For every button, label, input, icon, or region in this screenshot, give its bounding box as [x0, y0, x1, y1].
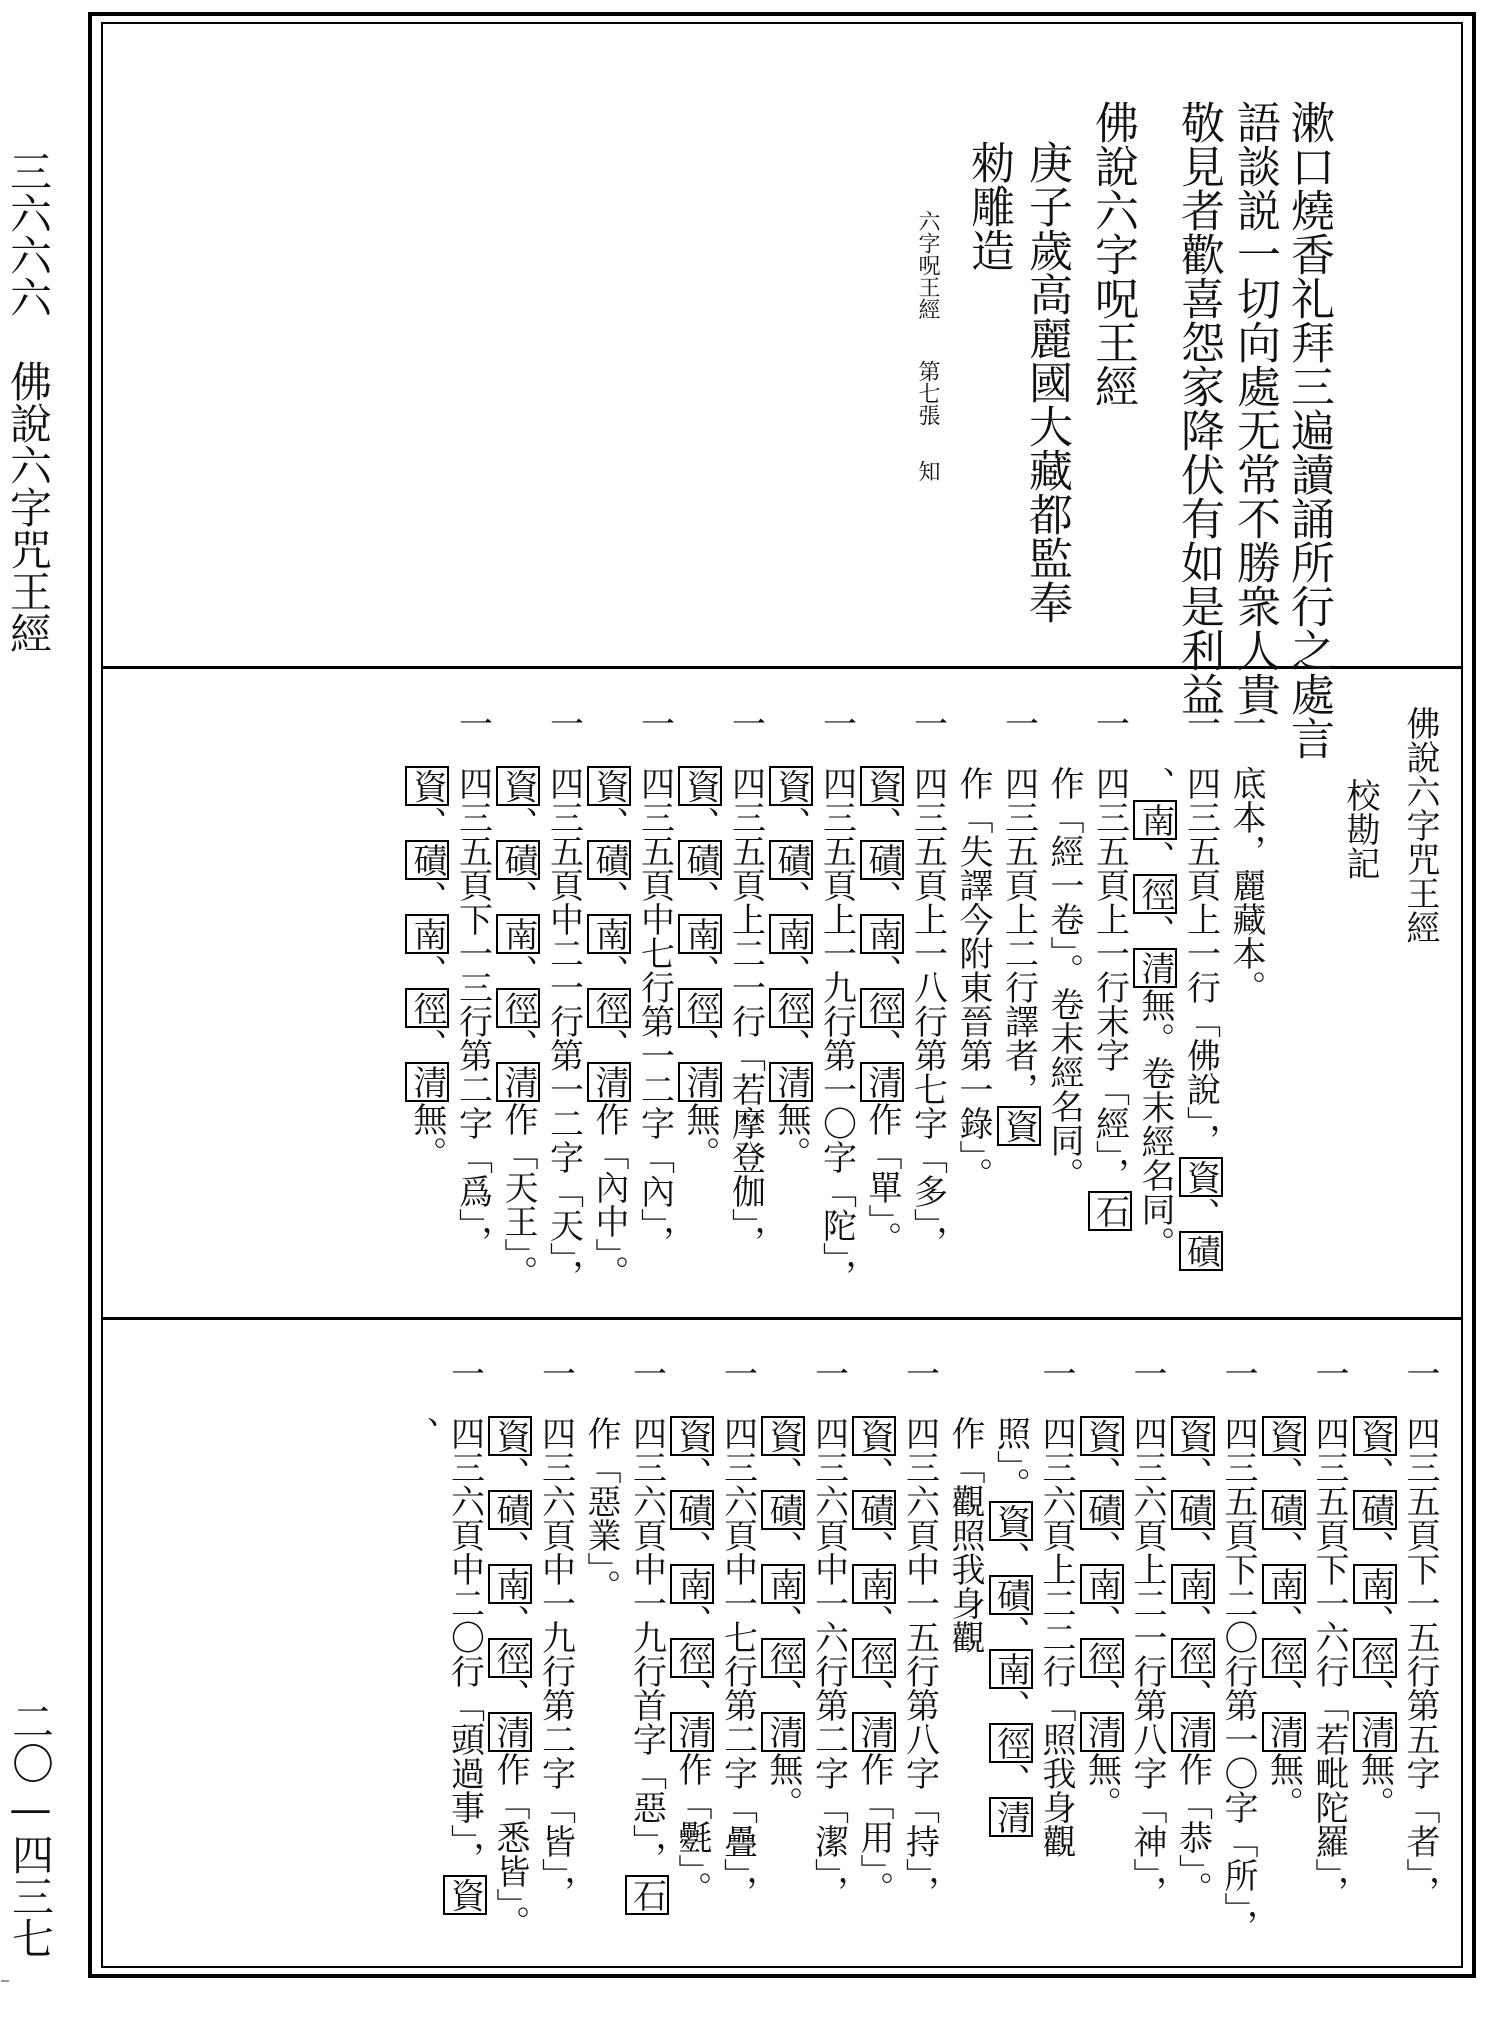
collation-text: 作「單」。 [862, 1102, 902, 1255]
collation-entry [635, 766, 675, 1259]
collation-text: 、 [498, 806, 538, 840]
source-siglum: 清 [405, 1062, 449, 1102]
collation-text: 、 [498, 1028, 538, 1062]
collation-text: 、 [490, 1530, 530, 1564]
collation-entry [544, 766, 584, 1293]
source-siglum: 磧 [989, 1575, 1033, 1615]
collation-text: 無。 [1081, 1752, 1122, 1820]
collation-text: 作「失譯今附東晉第一錄」。 [953, 766, 993, 1191]
collation-text: 四三五頁上一八行第七字「多」， [907, 766, 948, 1259]
collation-text: 、 [498, 954, 538, 988]
collation-entry [1127, 1416, 1167, 1909]
collation-text: 、 [490, 1456, 530, 1490]
collation-text: 、 [862, 880, 902, 914]
collation-entry-cont [589, 766, 629, 1289]
source-siglum: 資 [769, 766, 813, 806]
collation-text: 、 [399, 1416, 439, 1450]
collation-bullet: 一 [1309, 1356, 1349, 1390]
source-siglum: 南 [587, 914, 631, 954]
source-siglum: 南 [1171, 1564, 1215, 1604]
collation-text: 、 [1172, 1604, 1213, 1638]
source-siglum: 資 [1353, 1416, 1397, 1456]
collation-bullet: 一 [1127, 1356, 1167, 1390]
collation-entry [817, 766, 857, 1293]
source-siglum: 清 [1171, 1712, 1215, 1752]
collation-entry-cont [1355, 1416, 1395, 1820]
source-siglum: 磧 [860, 840, 904, 880]
collation-text: 、 [589, 1028, 629, 1062]
collation-text: 四三六頁中一七行第二字「疊」， [717, 1416, 758, 1909]
margin-page-number: 二〇—四三七 [6, 1700, 55, 1959]
source-siglum: 資 [443, 1875, 487, 1915]
source-siglum: 徑 [587, 988, 631, 1028]
source-siglum: 資 [488, 1416, 532, 1456]
source-siglum: 清 [496, 1062, 540, 1102]
collation-text: 作「悉皆」。 [490, 1752, 530, 1939]
collation-text: 、 [407, 806, 447, 840]
source-siglum: 資 [997, 1106, 1041, 1146]
collation-text: 、 [1263, 1530, 1304, 1564]
margin-title: 三六六六 佛說六字咒王經 [4, 150, 53, 654]
collation-bullet: 一 [1226, 706, 1266, 740]
collation-text: 、 [1172, 1456, 1213, 1490]
collation-text: 四三五頁上一行末字「經」， [1089, 766, 1130, 1191]
collation-text: 無。 [771, 1102, 811, 1170]
source-siglum: 資 [678, 766, 722, 806]
source-siglum: 資 [860, 766, 904, 806]
collation-text: 作「惡業」。 [581, 1416, 621, 1603]
collation-title: 佛說六字咒王經 [1400, 706, 1440, 944]
collation-text: 、 [490, 1678, 530, 1712]
collation-text: 、 [672, 1678, 712, 1712]
source-siglum: 南 [1080, 1564, 1124, 1604]
source-siglum: 清 [1262, 1712, 1306, 1752]
collation-text: 、 [1135, 766, 1175, 800]
collation-text: 四三六頁上二二行「照我身觀 [1036, 1416, 1076, 1858]
collation-text: 四三五頁上二一行「若摩登伽」， [725, 766, 766, 1259]
collation-text: 、 [680, 806, 720, 840]
source-siglum: 磧 [496, 840, 540, 880]
source-siglum: 徑 [860, 988, 904, 1028]
collation-text: 照」。 [990, 1416, 1031, 1501]
source-siglum: 清 [1353, 1712, 1397, 1752]
collation-entry [1218, 1416, 1258, 1943]
collation-entry-cont [498, 766, 538, 1289]
collation-entry-cont [854, 1416, 894, 1905]
source-siglum: 徑 [1171, 1638, 1215, 1678]
collation-entry-cont [763, 1416, 803, 1820]
collation-entry [536, 1416, 576, 1909]
collation-text: 、 [589, 954, 629, 988]
collation-entry-cont [399, 1416, 439, 1450]
source-siglum: 南 [769, 914, 813, 954]
source-siglum: 清 [761, 1712, 805, 1752]
collation-text: 四三五頁下一五行第五字「者」， [1400, 1416, 1440, 1909]
source-siglum: 徑 [852, 1638, 896, 1678]
collation-text: 、 [990, 1541, 1031, 1575]
source-siglum: 徑 [670, 1638, 714, 1678]
collation-text: 、 [1354, 1530, 1395, 1564]
collation-entry-cont [1173, 1416, 1213, 1905]
collation-text: 四三五頁下一三行第二字「爲」， [452, 766, 493, 1259]
collation-text: 、 [990, 1763, 1031, 1797]
collation-text: 作「氎」。 [672, 1752, 712, 1905]
collation-text: 、 [763, 1678, 803, 1712]
collation-text: 四三五頁中二一行第一二字「天」， [543, 766, 584, 1293]
collation-text: 、 [1081, 1456, 1122, 1490]
collation-text: 、 [1354, 1456, 1395, 1490]
collation-bullet: 一 [1218, 1356, 1258, 1390]
collation-entry [809, 1416, 849, 1909]
collation-entry-cont [1044, 766, 1084, 1191]
collation-text: 四三六頁中一六行第二字「潔」， [808, 1416, 849, 1909]
source-siglum: 清 [587, 1062, 631, 1102]
collation-text: 、 [672, 1530, 712, 1564]
collation-text: 、 [589, 880, 629, 914]
collation-subtitle: 校勘記 [1340, 778, 1380, 880]
collation-text: 、 [854, 1456, 894, 1490]
collation-bullet: 一 [1180, 706, 1221, 740]
margin-mark [1, 1980, 9, 1982]
collation-text: 無。 [1263, 1752, 1304, 1820]
collation-text: 、 [1081, 1604, 1122, 1638]
collation-bullet: 一 [452, 706, 493, 740]
collation-entry-cont [1135, 766, 1175, 1260]
collation-text: 作「內中」。 [589, 1102, 629, 1289]
collation-text: 、 [1135, 914, 1175, 948]
source-siglum: 資 [496, 766, 540, 806]
collation-text: 底本，麗藏本。 [1226, 766, 1266, 1004]
source-siglum: 磧 [678, 840, 722, 880]
collation-entry [445, 1416, 485, 1915]
collation-entry-cont [680, 766, 720, 1170]
collation-text: 、 [1081, 1530, 1122, 1564]
collation-text: 、 [1263, 1604, 1304, 1638]
source-siglum: 清 [769, 1062, 813, 1102]
source-siglum: 資 [670, 1416, 714, 1456]
collation-bullet: 一 [907, 706, 948, 740]
source-siglum: 資 [1080, 1416, 1124, 1456]
collation-text: 無。 [1354, 1752, 1395, 1820]
collation-text: 作「恭」。 [1172, 1752, 1213, 1905]
collation-entry-cont [1264, 1416, 1304, 1820]
collation-entry-cont [407, 766, 447, 1170]
collation-text: 、 [763, 1604, 803, 1638]
collation-text: 、 [862, 1028, 902, 1062]
block-page-number: 第七張 [915, 360, 940, 426]
collation-entry [1226, 766, 1266, 1004]
collation-text: 四三六頁中一九行首字「惡」， [626, 1416, 667, 1875]
collation-entry-cont [953, 766, 993, 1191]
sutra-end-title: 佛說六字呪王經 [1087, 100, 1138, 408]
collation-text: 、 [771, 954, 811, 988]
collation-text: 四三五頁下二〇行第一〇字「所」， [1218, 1416, 1258, 1943]
collation-text: 作「觀照我身觀 [945, 1416, 985, 1654]
collation-bullet: 一 [1089, 706, 1130, 740]
source-siglum: 資 [761, 1416, 805, 1456]
collation-text: 、 [680, 880, 720, 914]
source-siglum: 南 [488, 1564, 532, 1604]
collation-bullet: 一 [634, 706, 675, 740]
collation-entry [1400, 1416, 1440, 1909]
collation-entry [900, 1416, 940, 1909]
source-siglum: 徑 [1133, 874, 1177, 914]
collation-entry-cont [1082, 1416, 1122, 1820]
source-siglum: 資 [1171, 1416, 1215, 1456]
collation-text: 、 [589, 806, 629, 840]
colophon-line: 勑雕造 [963, 140, 1014, 272]
source-siglum: 資 [1179, 1157, 1223, 1197]
collation-text: 、 [771, 880, 811, 914]
collation-entry [718, 1416, 758, 1909]
source-siglum: 南 [1133, 800, 1177, 840]
source-siglum: 磧 [1353, 1490, 1397, 1530]
collation-text: 、 [672, 1604, 712, 1638]
source-siglum: 磧 [1262, 1490, 1306, 1530]
collation-text: 、 [1354, 1604, 1395, 1638]
collation-text: 四三五頁上一九行第一〇字「陀」， [816, 766, 857, 1293]
source-siglum: 石 [625, 1875, 669, 1915]
source-siglum: 資 [405, 766, 449, 806]
source-siglum: 南 [860, 914, 904, 954]
source-siglum: 南 [852, 1564, 896, 1604]
source-siglum: 清 [488, 1712, 532, 1752]
block-char-mark: 知 [915, 460, 940, 482]
source-siglum: 磧 [1171, 1490, 1215, 1530]
collation-entry [453, 766, 493, 1259]
sutra-column: 漱口燒香礼拜三遍讀誦所行之處言 [1283, 100, 1334, 760]
collation-text: 四三六頁中一九行第二字「皆」， [535, 1416, 576, 1909]
collation-text: 、 [672, 1456, 712, 1490]
collation-text: 、 [854, 1530, 894, 1564]
collation-text: 、 [680, 1028, 720, 1062]
collation-entry [1036, 1416, 1076, 1858]
collation-text: 、 [854, 1604, 894, 1638]
collation-entry [726, 766, 766, 1259]
source-siglum: 南 [670, 1564, 714, 1604]
collation-entry [1181, 766, 1221, 1271]
source-siglum: 徑 [496, 988, 540, 1028]
collation-text: 、 [763, 1530, 803, 1564]
source-siglum: 徑 [678, 988, 722, 1028]
collation-text: 、 [1135, 840, 1175, 874]
source-siglum: 徑 [1262, 1638, 1306, 1678]
source-siglum: 南 [1262, 1564, 1306, 1604]
source-siglum: 南 [496, 914, 540, 954]
source-siglum: 南 [405, 914, 449, 954]
collation-entry [1090, 766, 1130, 1231]
collation-text: 、 [1263, 1678, 1304, 1712]
source-siglum: 南 [1353, 1564, 1397, 1604]
source-siglum: 磧 [1080, 1490, 1124, 1530]
collation-entry [627, 1416, 667, 1915]
collation-text: 、 [1081, 1678, 1122, 1712]
source-siglum: 徑 [989, 1723, 1033, 1763]
collation-text: 、 [862, 954, 902, 988]
collation-text: 作「用」。 [854, 1752, 894, 1905]
collation-text: 四三五頁上一行「佛說」， [1180, 766, 1221, 1157]
source-siglum: 清 [1080, 1712, 1124, 1752]
collation-text: 四三五頁下一六行「若毗陀羅」， [1309, 1416, 1349, 1909]
source-siglum: 磧 [1179, 1231, 1223, 1271]
collation-text: 無。卷末經名同。 [1135, 988, 1175, 1260]
sutra-column: 語談説一切向處无常不勝衆人貴 [1229, 100, 1280, 716]
collation-text: 、 [854, 1678, 894, 1712]
source-siglum: 徑 [761, 1638, 805, 1678]
collation-text: 無。 [763, 1752, 803, 1820]
collation-bullet: 一 [1400, 1356, 1440, 1390]
collation-entry-cont [862, 766, 902, 1255]
collation-text: 、 [498, 880, 538, 914]
source-siglum: 磧 [761, 1490, 805, 1530]
collation-bullet: 一 [626, 1356, 667, 1390]
source-siglum: 徑 [488, 1638, 532, 1678]
collation-text: 、 [407, 1028, 447, 1062]
collation-bullet: 一 [998, 706, 1039, 740]
source-siglum: 磧 [488, 1490, 532, 1530]
collation-text: 無。 [680, 1102, 720, 1170]
source-siglum: 徑 [1353, 1638, 1397, 1678]
collation-text: 、 [1180, 1197, 1221, 1231]
collation-text: 、 [490, 1604, 530, 1638]
source-siglum: 資 [852, 1416, 896, 1456]
collation-bullet: 一 [543, 706, 584, 740]
collation-bullet: 一 [444, 1356, 485, 1390]
collation-entry [999, 766, 1039, 1146]
collation-text: 、 [1263, 1456, 1304, 1490]
collation-text: 、 [990, 1689, 1031, 1723]
collation-text: 、 [407, 880, 447, 914]
source-siglum: 資 [587, 766, 631, 806]
source-siglum: 南 [678, 914, 722, 954]
source-siglum: 徑 [1080, 1638, 1124, 1678]
source-siglum: 磧 [670, 1490, 714, 1530]
collation-text: 四三六頁上二一行第八字「神」， [1127, 1416, 1167, 1909]
source-siglum: 南 [989, 1649, 1033, 1689]
collation-bullet: 一 [899, 1356, 940, 1390]
source-siglum: 清 [678, 1062, 722, 1102]
collation-text: 四三五頁中七行第一二字「內」， [634, 766, 675, 1259]
source-siglum: 清 [989, 1797, 1033, 1837]
collation-entry-cont [490, 1416, 530, 1939]
collation-text: 、 [862, 806, 902, 840]
collation-entry [1309, 1416, 1349, 1909]
source-siglum: 清 [670, 1712, 714, 1752]
collation-entry-cont [945, 1416, 985, 1654]
collation-text: 、 [763, 1456, 803, 1490]
collation-text: 、 [680, 954, 720, 988]
source-siglum: 資 [989, 1501, 1033, 1541]
collation-bullet: 一 [816, 706, 857, 740]
source-siglum: 資 [1262, 1416, 1306, 1456]
source-siglum: 磧 [852, 1490, 896, 1530]
source-siglum: 石 [1088, 1191, 1132, 1231]
collation-bullet: 一 [717, 1356, 758, 1390]
collation-entry [908, 766, 948, 1259]
collation-entry-cont [581, 1416, 621, 1603]
block-short-title: 六字呪王經 [915, 210, 940, 320]
collation-text: 、 [990, 1615, 1031, 1649]
collation-text: 、 [1172, 1678, 1213, 1712]
collation-bullet: 一 [725, 706, 766, 740]
collation-text: 、 [407, 954, 447, 988]
source-siglum: 磧 [769, 840, 813, 880]
collation-bullet: 一 [808, 1356, 849, 1390]
collation-entry-cont [991, 1416, 1031, 1837]
source-siglum: 磧 [405, 840, 449, 880]
collation-entry-cont [672, 1416, 712, 1905]
collation-text: 、 [1354, 1678, 1395, 1712]
collation-text: 無。 [407, 1102, 447, 1170]
source-siglum: 南 [761, 1564, 805, 1604]
collation-entry-cont [771, 766, 811, 1170]
collation-text: 、 [1172, 1530, 1213, 1564]
collation-bullet: 一 [535, 1356, 576, 1390]
collation-text: 作「天王」。 [498, 1102, 538, 1289]
source-siglum: 清 [1133, 948, 1177, 988]
source-siglum: 磧 [587, 840, 631, 880]
source-siglum: 徑 [405, 988, 449, 1028]
collation-text: 、 [771, 1028, 811, 1062]
source-siglum: 徑 [769, 988, 813, 1028]
sutra-column: 敬見者歡喜怨家降伏有如是利益 [1173, 100, 1224, 716]
panel-divider-bottom [101, 1317, 1463, 1320]
source-siglum: 清 [860, 1062, 904, 1102]
collation-text: 、 [771, 806, 811, 840]
colophon-line: 庚子歲高麗國大藏都監奉 [1021, 140, 1072, 624]
collation-text: 四三六頁中一五行第八字「持」， [899, 1416, 940, 1909]
collation-bullet: 一 [1036, 1356, 1076, 1390]
collation-text: 四三五頁上二行譯者， [998, 766, 1039, 1106]
source-siglum: 清 [852, 1712, 896, 1752]
collation-text: 四三六頁中二〇行「頭過事」， [444, 1416, 485, 1875]
collation-text: 作「經一卷」。卷末經名同。 [1044, 766, 1084, 1191]
